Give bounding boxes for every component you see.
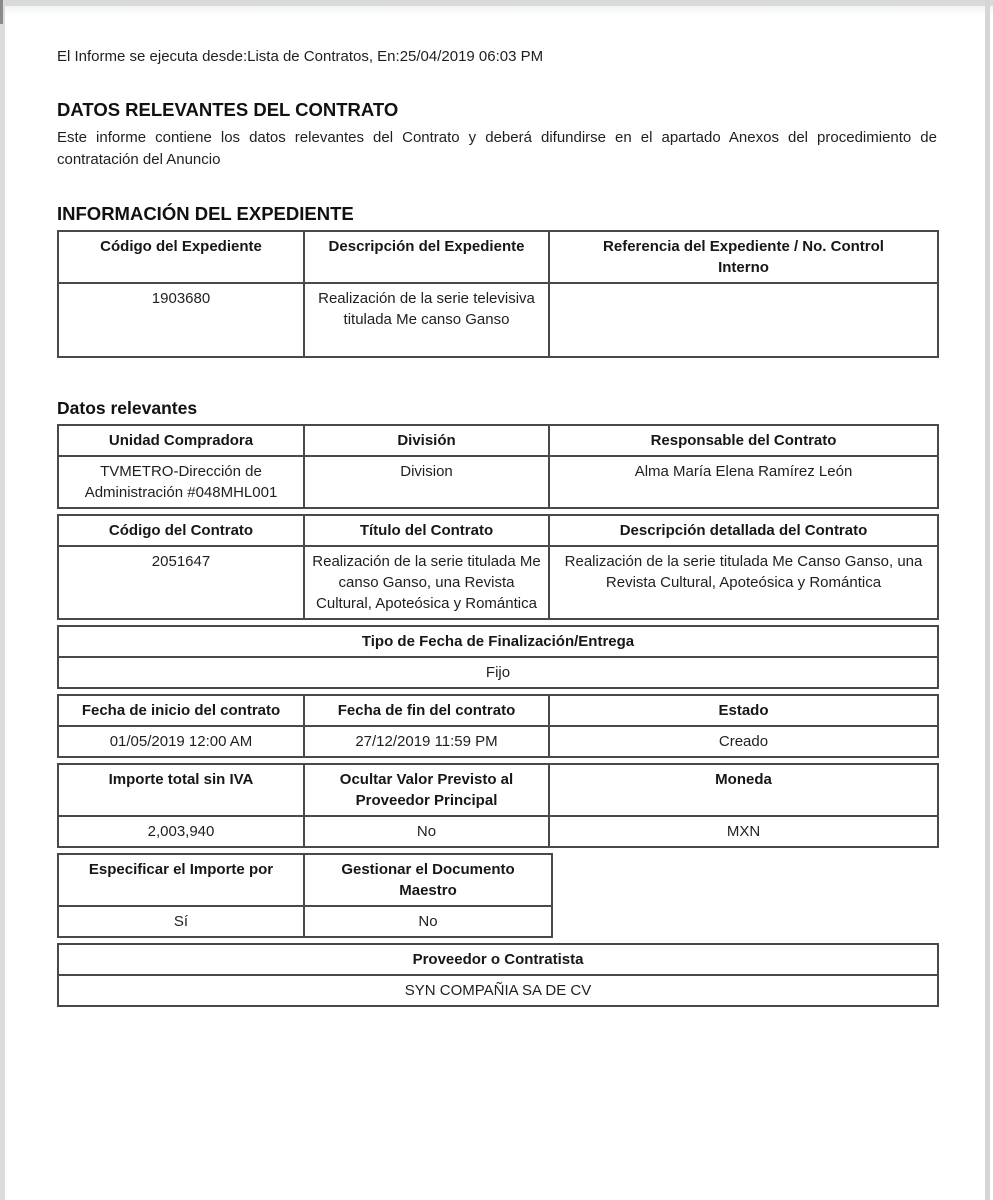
table-row <box>58 975 938 1006</box>
cell-importe-total: 2,003,940 <box>58 816 304 847</box>
cell-codigo-contrato: 2051647 <box>58 546 304 619</box>
cell-codigo-expediente: 1903680 <box>58 283 304 357</box>
header-ocultar-valor: Ocultar Valor Previsto al Proveedor Principal <box>304 764 549 816</box>
contrato-table <box>57 514 939 620</box>
table-header-row <box>58 425 938 456</box>
table-header-row <box>58 854 552 906</box>
cell-descripcion-expediente: Realización de la serie televisiva titulada Me canso Ganso <box>304 283 549 357</box>
section-title-datos-relevantes: Datos relevantes <box>57 398 198 418</box>
importe-table <box>57 763 939 848</box>
fechas-table <box>57 694 939 758</box>
table-row <box>58 906 552 937</box>
table-header-row <box>58 626 938 657</box>
cell-titulo-contrato: Realización de la serie titulada Me canso Ganso, una Revista Cultural, Apoteósica y Romántica <box>304 546 549 619</box>
table-row <box>58 726 938 757</box>
cell-division: Division <box>304 456 549 508</box>
cell-gestionar-documento: No <box>304 906 552 937</box>
cell-fecha-inicio: 01/05/2019 12:00 AM <box>58 726 304 757</box>
header-titulo-contrato: Título del Contrato <box>304 515 549 546</box>
cell-especificar-importe: Sí <box>58 906 304 937</box>
table-header-row <box>58 231 938 283</box>
header-division: División <box>304 425 549 456</box>
header-proveedor: Proveedor o Contratista <box>58 944 938 975</box>
table-header-row <box>58 764 938 816</box>
table-header-row <box>58 695 938 726</box>
cell-unidad-compradora: TVMETRO-Dirección de Administración #048MHL001 <box>58 456 304 508</box>
section-description: Este informe contiene los datos relevantes del Contrato y deberá difundirse en el apartado Anexos del procedimiento de contratación del Anuncio <box>57 129 937 168</box>
header-moneda: Moneda <box>549 764 938 816</box>
header-responsable: Responsable del Contrato <box>549 425 938 456</box>
header-referencia-expediente: Referencia del Expediente / No. Control Interno <box>549 231 938 283</box>
header-codigo-expediente: Código del Expediente <box>58 231 304 283</box>
header-estado: Estado <box>549 695 938 726</box>
header-unidad-compradora: Unidad Compradora <box>58 425 304 456</box>
report-meta-line: El Informe se ejecuta desde:Lista de Contratos, En:25/04/2019 06:03 PM <box>57 48 544 65</box>
table-header-row <box>58 515 938 546</box>
table-row <box>58 283 938 357</box>
table-row <box>58 657 938 688</box>
header-fecha-inicio: Fecha de inicio del contrato <box>58 695 304 726</box>
cell-tipo-fecha: Fijo <box>58 657 938 688</box>
expediente-table <box>57 230 939 358</box>
especificar-table <box>57 853 553 938</box>
cell-moneda: MXN <box>549 816 938 847</box>
section-title-datos-relevantes-contrato: DATOS RELEVANTES DEL CONTRATO <box>57 99 399 120</box>
header-codigo-contrato: Código del Contrato <box>58 515 304 546</box>
header-gestionar-documento: Gestionar el Documento Maestro <box>304 854 552 906</box>
header-descripcion-contrato: Descripción detallada del Contrato <box>549 515 938 546</box>
header-tipo-fecha: Tipo de Fecha de Finalización/Entrega <box>58 626 938 657</box>
cell-fecha-fin: 27/12/2019 11:59 PM <box>304 726 549 757</box>
tipo-fecha-table <box>57 625 939 689</box>
cell-descripcion-contrato: Realización de la serie titulada Me Canso Ganso, una Revista Cultural, Apoteósica y Romántica <box>549 546 938 619</box>
header-especificar-importe: Especificar el Importe por <box>58 854 304 906</box>
table-row <box>58 816 938 847</box>
cell-referencia-expediente <box>549 283 938 357</box>
cell-proveedor: SYN COMPAÑIA SA DE CV <box>58 975 938 1006</box>
header-descripcion-expediente: Descripción del Expediente <box>304 231 549 283</box>
unidad-table <box>57 424 939 509</box>
table-row <box>58 456 938 508</box>
table-header-row <box>58 944 938 975</box>
cell-estado: Creado <box>549 726 938 757</box>
cell-responsable: Alma María Elena Ramírez León <box>549 456 938 508</box>
section-title-informacion-expediente: INFORMACIÓN DEL EXPEDIENTE <box>57 203 354 224</box>
table-row <box>58 546 938 619</box>
cell-ocultar-valor: No <box>304 816 549 847</box>
proveedor-table <box>57 943 939 1007</box>
header-importe-total: Importe total sin IVA <box>58 764 304 816</box>
header-fecha-fin: Fecha de fin del contrato <box>304 695 549 726</box>
